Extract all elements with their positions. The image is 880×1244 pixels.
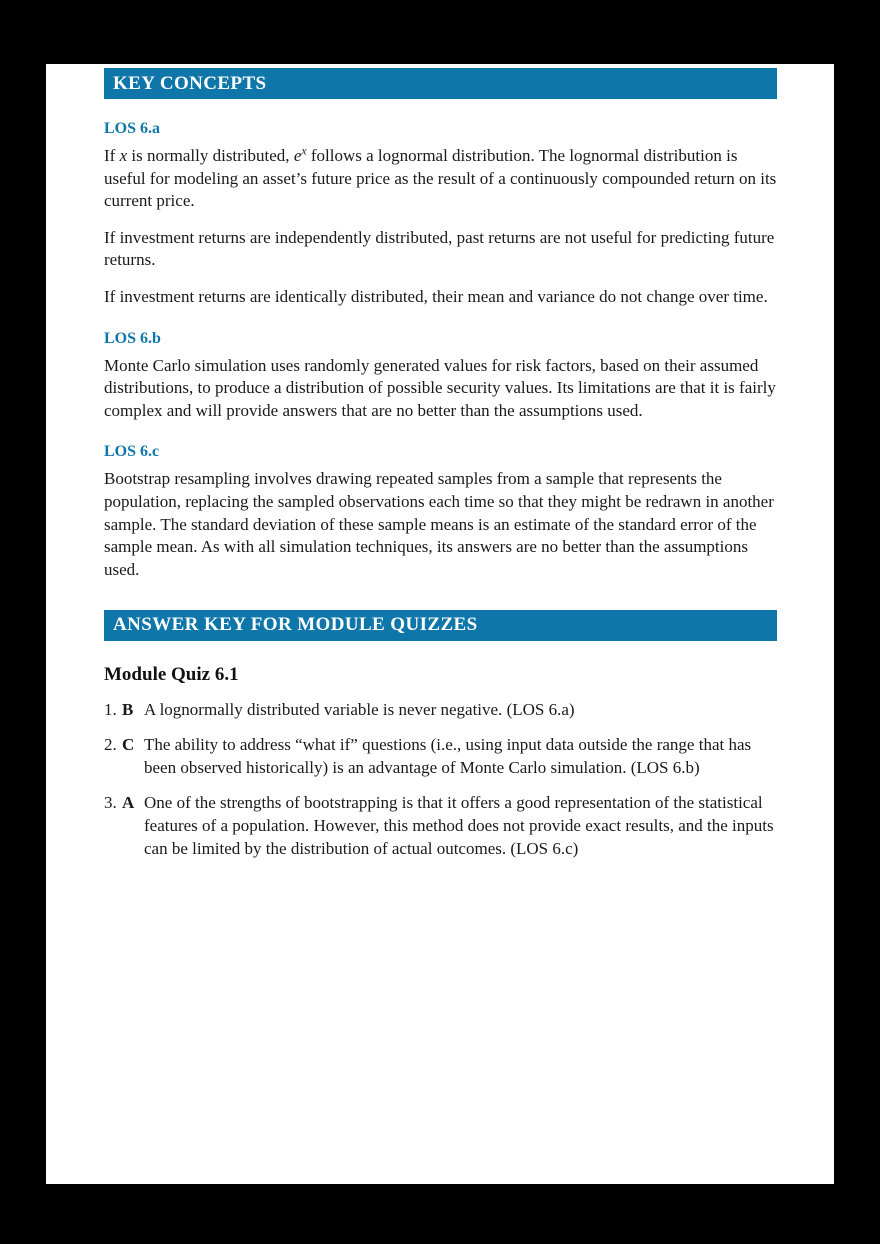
document-page [46, 64, 834, 1184]
los-heading-6b: LOS 6.b [104, 329, 161, 347]
section-title-key-concepts: KEY CONCEPTS [113, 72, 267, 94]
text-segment: If [104, 146, 120, 165]
quiz-item [104, 734, 777, 779]
module-quiz-heading: Module Quiz 6.1 [104, 663, 239, 685]
text-segment-italic-x: x [119, 146, 128, 165]
paragraph-monte-carlo: Monte Carlo simulation uses randomly generated values for risk factors, based on their assumed distributions, to produce a distribution of possible security values. Its limitations are that it is fairly complex and will provide answers that are no better than the assumptions used. [104, 355, 776, 420]
quiz-item-number: 1. [104, 699, 117, 719]
quiz-item-text: One of the strengths of bootstrapping is that it offers a good representation of the statistical features of a population. However, this method does not provide exact results, and the inputs can be limited by the distribution of actual outcomes. (LOS 6.c) [144, 793, 774, 858]
quiz-item-answer-letter: A [122, 793, 135, 813]
page-content [46, 64, 834, 860]
quiz-item-text: The ability to address “what if” questions (i.e., using input data outside the range that has been observed historically) is an advantage of Monte Carlo simulation. (LOS 6.b) [144, 735, 752, 777]
section-bar-answer-key [104, 610, 777, 641]
quiz-item [104, 699, 777, 722]
paragraph-identically-distributed: If investment returns are identically distributed, their mean and variance do not change over time. [104, 287, 768, 307]
los-heading-6a: LOS 6.a [104, 120, 161, 137]
text-segment: follows a lognormal distribution. The lognormal distribution is useful for modeling an asset’s future price as the result of a continuously compounded return on its current price. [104, 146, 777, 211]
quiz-item-number: 2. [104, 735, 117, 755]
text-segment-superscript-x: x [301, 143, 307, 158]
quiz-item-answer-letter: B [122, 699, 134, 719]
quiz-item [104, 792, 777, 860]
text-segment: is normally distributed, [127, 146, 294, 165]
section-bar-key-concepts [104, 68, 777, 99]
answer-list [104, 699, 777, 861]
paragraph-bootstrap: Bootstrap resampling involves drawing repeated samples from a sample that represents the population, replacing the sampled observations each time so that they might be redrawn in another sample. The standard deviation of these sample means is an estimate of the standard error of the sample mean. As with all simulation techniques, its answers are no better than the assumptions used. [104, 469, 774, 579]
section-title-answer-key: ANSWER KEY FOR MODULE QUIZZES [113, 614, 478, 636]
paragraph-independently-distributed: If investment returns are independently distributed, past returns are not useful for predicting future returns. [104, 227, 775, 270]
text-segment-italic-e: e [293, 146, 302, 165]
los-heading-6c: LOS 6.c [104, 443, 160, 461]
quiz-item-number: 3. [104, 793, 117, 813]
paragraph-lognormal [104, 145, 777, 213]
quiz-item-answer-letter: C [122, 735, 135, 755]
quiz-item-text: A lognormally distributed variable is never negative. (LOS 6.a) [144, 699, 575, 719]
